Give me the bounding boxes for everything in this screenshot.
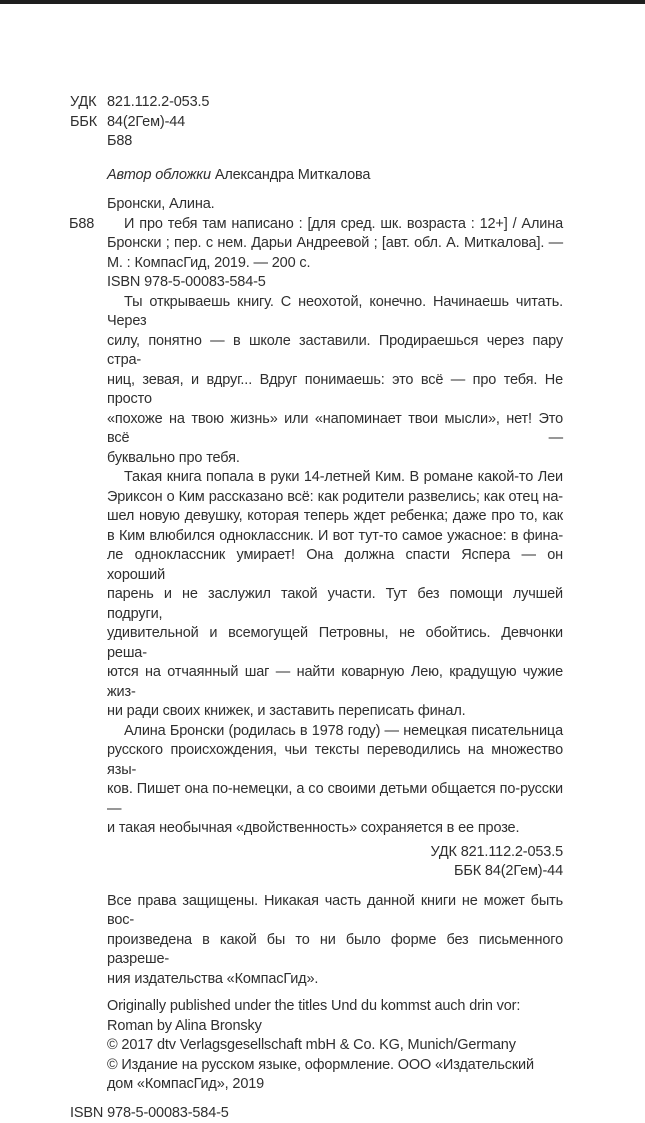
catalog-card-description (107, 215, 563, 274)
text-line: ниц, зевая, и вдруг... Вдруг понимаешь: это всё — про тебя. Не просто (107, 371, 563, 410)
text-line: произведена в какой бы то ни было форме без письменного разреше- (107, 931, 563, 970)
annotation-paragraph-1 (107, 293, 563, 469)
catalog-card-author-sign: Б88 (69, 215, 94, 235)
text-line: Эриксон о Ким рассказано всё: как родители развелись; как отец на- (107, 488, 563, 508)
text-line: русского происхождения, чьи тексты переводились на множество язы- (107, 741, 563, 780)
text-line: ются на отчаянный шаг — найти коварную Лею, крадущую чужие жиз- (107, 663, 563, 702)
text-line: буквально про тебя. (107, 449, 563, 469)
text-line: в Ким влюбился одноклассник. И вот тут-то самое ужасное: в фина- (107, 527, 563, 547)
catalog-card-heading: Бронски, Алина. (107, 195, 563, 215)
bbk-label: ББК (70, 113, 107, 133)
cover-author-label: Автор обложки (107, 167, 211, 183)
page-content (107, 4, 563, 1123)
cover-author-name: Александра Миткалова (215, 167, 370, 183)
bbk-value: 84(2Гем)-44 (107, 114, 185, 130)
text-line: дом «КомпасГид», 2019 (107, 1075, 563, 1095)
author-sign-line: Б88 (70, 132, 563, 152)
udk-label: УДК (70, 93, 107, 113)
rights-notice (107, 892, 563, 990)
udk-value: 821.112.2-053.5 (107, 94, 209, 110)
text-line: Такая книга попала в руки 14-летней Ким. В романе какой-то Леи (107, 468, 563, 488)
annotation-paragraph-2 (107, 468, 563, 722)
text-line: парень и не заслужил такой участи. Тут без помощи лучшей подруги, (107, 585, 563, 624)
cover-author-line (107, 166, 563, 186)
bbk-repeat: ББК 84(2Гем)-44 (107, 862, 563, 882)
text-line: Originally published under the titles Und du kommst auch drin vor: (107, 997, 563, 1017)
text-line: силу, понятно — в школе заставили. Продираешься через пару стра- (107, 332, 563, 371)
text-line: удивительной и всемогущей Петровны, не обойтись. Девчонки реша- (107, 624, 563, 663)
classification-repeat (107, 843, 563, 882)
text-line: Roman by Alina Bronsky (107, 1017, 563, 1037)
text-line: Алина Бронски (родилась в 1978 году) — немецкая писательница (107, 722, 563, 742)
classification-block (70, 4, 563, 152)
isbn-bottom: ISBN 978-5-00083-584-5 (70, 1104, 563, 1123)
publishing-info (107, 997, 563, 1095)
catalog-card-isbn: ISBN 978-5-00083-584-5 (107, 273, 563, 293)
text-line: ле одноклассник умирает! Она должна спасти Яспера — он хороший (107, 546, 563, 585)
text-line: © Издание на русском языке, оформление. ООО «Издательский (107, 1056, 563, 1076)
bbk-line (70, 113, 563, 133)
catalog-card (107, 195, 563, 293)
text-line: ков. Пишет она по-немецки, а со своими детьми общается по-русски — (107, 780, 563, 819)
text-line: Все права защищены. Никакая часть данной книги не может быть вос- (107, 892, 563, 931)
text-line: Ты открываешь книгу. С неохотой, конечно. Начинаешь читать. Через (107, 293, 563, 332)
text-line: ния издательства «КомпасГид». (107, 970, 563, 990)
text-line: ни ради своих книжек, и заставить переписать финал. (107, 702, 563, 722)
text-line: И про тебя там написано : [для сред. шк. возраста : 12+] / Алина (107, 215, 563, 235)
udk-line (70, 93, 563, 113)
text-line: М. : КомпасГид, 2019. — 200 с. (107, 254, 563, 274)
text-line: Бронски ; пер. с нем. Дарьи Андреевой ; [авт. обл. А. Миткалова]. — (107, 234, 563, 254)
text-line: © 2017 dtv Verlagsgesellschaft mbH & Co. KG, Munich/Germany (107, 1036, 563, 1056)
text-line: «похоже на твою жизнь» или «напоминает твои мысли», нет! Это всё — (107, 410, 563, 449)
annotation-paragraph-3 (107, 722, 563, 839)
udk-repeat: УДК 821.112.2-053.5 (107, 843, 563, 863)
text-line: шел новую девушку, которая теперь ждет ребенка; даже про то, как (107, 507, 563, 527)
text-line: и такая необычная «двойственность» сохраняется в ее прозе. (107, 819, 563, 839)
